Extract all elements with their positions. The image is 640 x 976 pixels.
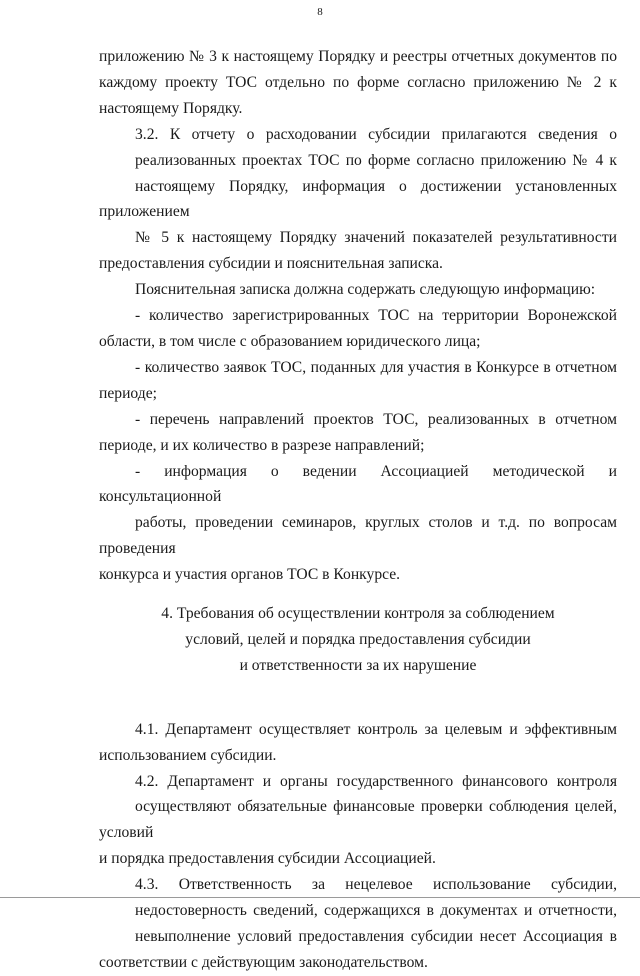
paragraph-line: 4.3. Ответственность за нецелевое использование субсидии, (135, 876, 617, 894)
paragraph-line-last: периоде, и их количество в разрезе направлений; (99, 436, 425, 454)
document-body (99, 44, 617, 976)
paragraph-line: приложению № 3 к настоящему Порядку и реестры отчетных документов по (99, 48, 617, 65)
paragraph-explanatory (99, 277, 617, 303)
paragraph-item-1 (99, 303, 617, 355)
paragraph-4-3 (99, 872, 617, 976)
paragraph-line-last: соответствии с действующим законодательством. (99, 953, 428, 971)
paragraph-line-last: Пояснительная записка должна содержать следующую информацию: (135, 281, 596, 299)
paragraph-continuation (99, 44, 617, 122)
paragraphs-before-section (99, 44, 617, 588)
paragraph-line-last: использованием субсидии. (99, 746, 277, 764)
page-number: 8 (317, 6, 323, 18)
paragraph-4-2 (99, 769, 617, 873)
paragraph-line-last: и порядка предоставления субсидии Ассоциацией. (99, 850, 436, 868)
paragraph-line: настоящему Порядку, информация о достижении установленных приложением (99, 177, 617, 221)
paragraph-line-last: области, в том числе с образованием юридического лица; (99, 332, 481, 350)
paragraph-item-3 (99, 407, 617, 459)
paragraph-line: - количество заявок ТОС, поданных для участия в Конкурсе в отчетном (135, 358, 617, 376)
paragraph-line-last: конкурса и участия органов ТОС в Конкурсе. (99, 566, 401, 584)
page-bottom-edge (0, 897, 640, 898)
paragraph-line-last: предоставления субсидии и пояснительная записка. (99, 255, 443, 273)
paragraph-line-last: настоящему Порядку. (99, 99, 243, 117)
paragraph-4-1 (99, 717, 617, 769)
section-heading-line-1: 4. Требования об осуществлении контроля за соблюдением (161, 605, 555, 623)
paragraph-item-2 (99, 355, 617, 407)
paragraph-line: - информация о ведении Ассоциацией методической и консультационной (99, 462, 617, 506)
paragraph-line: реализованных проектах ТОС по форме согласно приложению № 4 к (135, 151, 617, 169)
paragraph-3-2 (99, 122, 617, 277)
paragraphs-section-4 (99, 717, 617, 976)
paragraph-line: 4.1. Департамент осуществляет контроль за целевым и эффективным (135, 720, 617, 738)
paragraph-line: 3.2. К отчету о расходовании субсидии прилагаются сведения о (135, 125, 617, 143)
paragraph-line-last: периоде; (99, 384, 157, 402)
paragraph-line: недостоверность сведений, содержащихся в документах и отчетности, (135, 902, 617, 920)
paragraph-line: каждому проекту ТОС отдельно по форме согласно приложению № 2 к (99, 73, 617, 91)
paragraph-item-4 (99, 459, 617, 589)
section-heading-line-3: и ответственности за их нарушение (239, 656, 477, 674)
paragraph-line: работы, проведении семинаров, круглых столов и т.д. по вопросам проведения (99, 514, 617, 558)
section-heading-line-2: условий, целей и порядка предоставления субсидии (185, 630, 531, 648)
paragraph-line: невыполнение условий предоставления субсидии несет Ассоциация в (135, 928, 617, 945)
paragraph-line: - перечень направлений проектов ТОС, реализованных в отчетном (135, 410, 617, 428)
paragraph-line: № 5 к настоящему Порядку значений показателей результативности (135, 229, 617, 247)
section-4-heading (99, 601, 617, 679)
paragraph-line: осуществляют обязательные финансовые проверки соблюдения целей, условий (99, 798, 617, 842)
paragraph-line: 4.2. Департамент и органы государственного финансового контроля (135, 772, 617, 790)
paragraph-line: - количество зарегистрированных ТОС на территории Воронежской (135, 307, 617, 325)
